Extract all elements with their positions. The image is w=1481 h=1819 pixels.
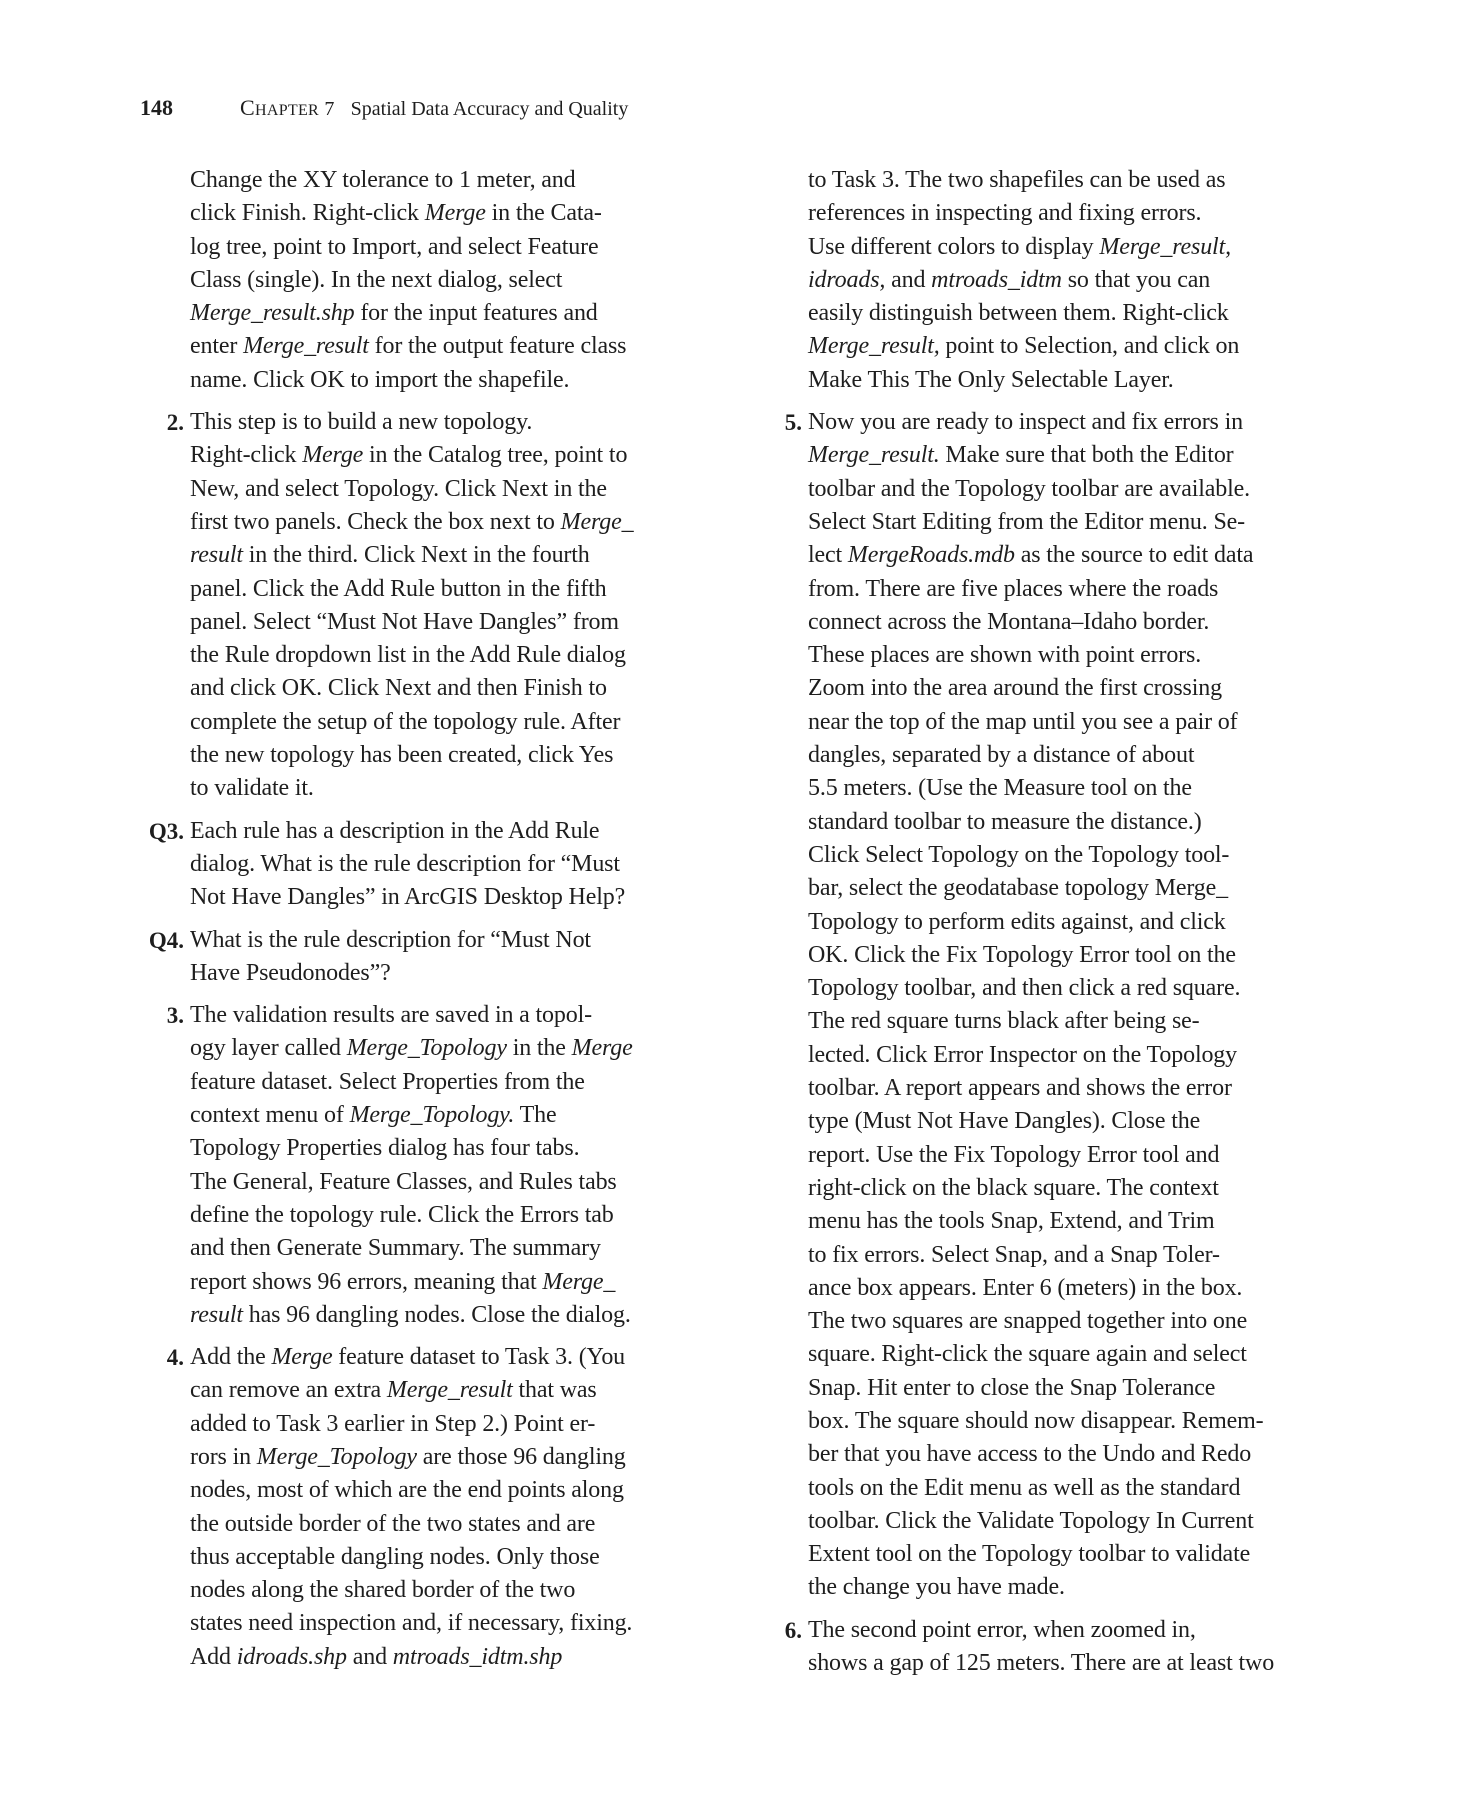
italic-term: Merge_ [560, 508, 634, 535]
text-line [190, 473, 710, 506]
text-line [808, 706, 1338, 739]
text-run: lected. Click Error Inspector on the Topology [808, 1041, 1238, 1068]
left-column [140, 164, 710, 1683]
chapter-number: 7 [324, 98, 335, 120]
text-line [190, 924, 710, 957]
text-run: toolbar. A report appears and shows the error [808, 1075, 1232, 1102]
text-line [190, 957, 710, 990]
text-line [190, 297, 710, 330]
text-line [190, 1066, 710, 1099]
text-run: the new topology has been created, click Yes [190, 742, 614, 769]
text-run: dialog. What is the rule description for “Must [190, 850, 620, 877]
text-line [808, 1105, 1338, 1138]
text-run: as the source to edit data [1014, 542, 1254, 569]
text-run: The second point error, when zoomed in, [808, 1616, 1196, 1643]
italic-term: Merge_Topology [346, 1035, 507, 1062]
italic-term: Merge_result [386, 1377, 513, 1404]
step-marker: Q3. [148, 818, 184, 844]
text-line [190, 1408, 710, 1441]
italic-term: Merge [271, 1344, 333, 1371]
text-run: type (Must Not Have Dangles). Close the [808, 1108, 1201, 1135]
text-line [808, 231, 1338, 264]
paragraph-continuation [140, 164, 710, 397]
text-line [190, 999, 710, 1032]
text-run: added to Task 3 earlier in Step 2.) Point er- [190, 1410, 596, 1437]
text-line [808, 1239, 1338, 1272]
step-marker: Q4. [148, 927, 184, 953]
text-run: lect [808, 542, 848, 569]
text-line [808, 1272, 1338, 1305]
text-line [808, 406, 1338, 439]
text-line [190, 1341, 710, 1374]
text-run: near the top of the map until you see a pair of [808, 708, 1238, 735]
text-line [808, 364, 1338, 397]
text-run: report shows 96 errors, meaning that [190, 1268, 543, 1295]
text-run: for the input features and [354, 300, 598, 327]
text-run: log tree, point to Import, and select Feature [190, 233, 599, 260]
text-line [190, 264, 710, 297]
text-line [808, 1647, 1338, 1680]
text-run: panel. Select “Must Not Have Dangles” from [190, 608, 619, 635]
text-run: and [346, 1643, 393, 1670]
text-run: first two panels. Check the box next to [190, 508, 561, 535]
text-run: connect across the Montana–Idaho border. [808, 608, 1210, 635]
text-run: OK. Click the Fix Topology Error tool on the [808, 941, 1236, 968]
text-run: Change the XY tolerance to 1 meter, and [190, 167, 576, 193]
text-run: enter [190, 333, 244, 360]
italic-term: Merge_result [243, 333, 369, 360]
text-run: The validation results are saved in a topol- [190, 1002, 592, 1029]
text-run: name. Click OK to import the shapefile. [190, 366, 570, 393]
text-line [190, 1441, 710, 1474]
numbered-step [140, 815, 710, 915]
text-run: and click OK. Click Next and then Finish to [190, 675, 607, 702]
text-line [808, 906, 1338, 939]
text-run: in the Catalog tree, point to [363, 442, 628, 469]
text-line [190, 439, 710, 472]
step-marker: 5. [784, 410, 802, 436]
text-line [808, 264, 1338, 297]
text-line [190, 1508, 710, 1541]
text-line [808, 806, 1338, 839]
text-line [190, 1541, 710, 1574]
text-run: are those 96 dangling [416, 1443, 626, 1470]
italic-term: Merge_result, [1099, 233, 1231, 260]
text-line [190, 1099, 710, 1132]
text-line [808, 1505, 1338, 1538]
text-line [808, 639, 1338, 672]
text-line [190, 1299, 710, 1332]
step-marker: 2. [166, 410, 184, 436]
text-run: Make This The Only Selectable Layer. [808, 366, 1174, 393]
text-line [808, 473, 1338, 506]
text-line [808, 939, 1338, 972]
text-line [190, 672, 710, 705]
text-run: Zoom into the area around the first crossing [808, 675, 1222, 702]
text-run: point to Selection, and click on [939, 333, 1240, 360]
chapter-label [240, 95, 335, 121]
text-run: the outside border of the two states and are [190, 1510, 596, 1537]
text-run: for the output feature class [368, 333, 627, 360]
text-run: complete the setup of the topology rule. After [190, 708, 621, 735]
text-run: and then Generate Summary. The summary [190, 1235, 601, 1262]
text-run: Right-click [190, 442, 303, 469]
text-line [808, 1338, 1338, 1371]
text-run: nodes, most of which are the end points along [190, 1477, 624, 1504]
text-run: so that you can [1061, 266, 1211, 293]
text-run: in the Cata- [485, 200, 602, 227]
italic-term: Merge_result. [808, 442, 940, 469]
text-run: has 96 dangling nodes. Close the dialog. [242, 1301, 631, 1328]
text-run: The two squares are snapped together into one [808, 1308, 1248, 1335]
text-run: What is the rule description for “Must Not [190, 926, 591, 953]
text-line [190, 573, 710, 606]
text-line [808, 1372, 1338, 1405]
text-run: standard toolbar to measure the distance.) [808, 808, 1202, 835]
text-line [190, 739, 710, 772]
text-run: Not Have Dangles” in ArcGIS Desktop Help? [190, 884, 626, 911]
text-line [808, 506, 1338, 539]
text-line [808, 839, 1338, 872]
text-run: toolbar and the Topology toolbar are available. [808, 475, 1251, 502]
italic-term: MergeRoads.mdb [847, 542, 1015, 569]
text-line [808, 1139, 1338, 1172]
text-line [190, 1199, 710, 1232]
italic-term: Merge_Topology. [349, 1102, 515, 1129]
text-run: in the third. Click Next in the fourth [242, 542, 590, 569]
text-line [190, 848, 710, 881]
text-run: and [885, 266, 932, 293]
text-line [190, 639, 710, 672]
italic-term: Merge [302, 442, 364, 469]
text-line [808, 606, 1338, 639]
text-line [190, 772, 710, 805]
text-run: can remove an extra [190, 1377, 387, 1404]
text-line [808, 1072, 1338, 1105]
text-line [808, 439, 1338, 472]
text-run: that was [512, 1377, 597, 1404]
text-run: Add the [190, 1344, 272, 1371]
text-run: references in inspecting and fixing errors. [808, 200, 1202, 227]
text-run: Select Start Editing from the Editor menu. Se- [808, 508, 1246, 535]
text-run: Topology toolbar, and then click a red square. [808, 975, 1241, 1002]
italic-term: result [190, 542, 243, 569]
text-run: right-click on the black square. The context [808, 1174, 1219, 1201]
text-line [808, 1538, 1338, 1571]
text-run: Topology to perform edits against, and click [808, 908, 1226, 935]
text-line [808, 1472, 1338, 1505]
text-run: to Task 3. The two shapefiles can be used as [808, 167, 1226, 193]
text-line [190, 815, 710, 848]
text-run: feature dataset to Task 3. (You [332, 1344, 626, 1371]
text-line [808, 872, 1338, 905]
text-run: The General, Feature Classes, and Rules tabs [190, 1168, 617, 1195]
text-line [190, 1166, 710, 1199]
italic-term: Merge [571, 1035, 633, 1062]
text-run: ance box appears. Enter 6 (meters) in the box. [808, 1274, 1243, 1301]
text-run: nodes along the shared border of the two [190, 1577, 576, 1604]
text-line [190, 330, 710, 363]
text-line [190, 1607, 710, 1640]
text-line [190, 1474, 710, 1507]
italic-term: idroads, [808, 266, 886, 293]
text-line [808, 1172, 1338, 1205]
text-run: Each rule has a description in the Add Rule [190, 817, 600, 844]
text-run: context menu of [190, 1102, 350, 1129]
running-header [140, 95, 628, 125]
numbered-step [140, 999, 710, 1332]
text-run: thus acceptable dangling nodes. Only those [190, 1543, 600, 1570]
chapter-title: Spatial Data Accuracy and Quality [350, 98, 629, 120]
text-line [190, 197, 710, 230]
numbered-step [140, 1341, 710, 1674]
text-run: The [514, 1102, 557, 1129]
text-run: Use different colors to display [808, 233, 1100, 260]
text-run: to fix errors. Select Snap, and a Snap Toler- [808, 1241, 1220, 1268]
text-run: panel. Click the Add Rule button in the fifth [190, 575, 607, 602]
text-run: to validate it. [190, 775, 314, 802]
text-run: These places are shown with point errors. [808, 642, 1202, 669]
text-run: Topology Properties dialog has four tabs. [190, 1135, 580, 1162]
text-line [808, 672, 1338, 705]
text-run: Now you are ready to inspect and fix errors in [808, 409, 1243, 436]
text-run: shows a gap of 125 meters. There are at least two [808, 1650, 1275, 1677]
text-run: tools on the Edit menu as well as the standard [808, 1474, 1241, 1501]
text-line [808, 330, 1338, 363]
page-number: 148 [140, 95, 173, 120]
text-run: bar, select the geodatabase topology Merge_ [808, 875, 1228, 902]
text-line [808, 297, 1338, 330]
right-column [758, 164, 1338, 1689]
italic-term: Merge_Topology [256, 1443, 417, 1470]
text-line [190, 1232, 710, 1265]
text-run: states need inspection and, if necessary, fixing. [190, 1610, 633, 1637]
italic-term: result [190, 1301, 243, 1328]
text-line [190, 406, 710, 439]
text-line [190, 364, 710, 397]
text-line [808, 1005, 1338, 1038]
text-run: The red square turns black after being se- [808, 1008, 1200, 1035]
text-run: Class (single). In the next dialog, select [190, 266, 563, 293]
text-run: menu has the tools Snap, Extend, and Trim [808, 1208, 1215, 1235]
numbered-step [140, 406, 710, 806]
text-line [808, 1305, 1338, 1338]
italic-term: Merge_ [542, 1268, 616, 1295]
numbered-step [758, 1614, 1338, 1681]
text-line [190, 506, 710, 539]
text-line [190, 164, 710, 197]
italic-term: Merge [424, 200, 486, 227]
text-line [808, 1039, 1338, 1072]
text-line [190, 706, 710, 739]
italic-term: mtroads_idtm.shp [392, 1643, 563, 1670]
text-line [190, 1132, 710, 1165]
text-line [808, 1205, 1338, 1238]
text-run: box. The square should now disappear. Remem- [808, 1407, 1264, 1434]
text-run: click Finish. Right-click [190, 200, 425, 227]
text-line [190, 1374, 710, 1407]
text-line [808, 1438, 1338, 1471]
text-run: Add [190, 1643, 237, 1670]
numbered-step [140, 924, 710, 991]
text-line [190, 1032, 710, 1065]
text-run: the Rule dropdown list in the Add Rule dialog [190, 642, 626, 669]
text-run: easily distinguish between them. Right-click [808, 300, 1229, 327]
text-run: dangles, separated by a distance of about [808, 742, 1195, 769]
text-run: square. Right-click the square again and select [808, 1341, 1247, 1368]
italic-term: mtroads_idtm [931, 266, 1062, 293]
text-run: the change you have made. [808, 1574, 1065, 1601]
chapter-label-rest: HAPTER [254, 102, 320, 119]
text-line [190, 881, 710, 914]
italic-term: idroads.shp [236, 1643, 347, 1670]
text-line [808, 539, 1338, 572]
text-run: Have Pseudonodes”? [190, 959, 391, 986]
text-line [190, 1641, 710, 1674]
text-run: Click Select Topology on the Topology tool- [808, 841, 1230, 868]
paragraph-continuation [758, 164, 1338, 397]
text-line [190, 1266, 710, 1299]
text-line [808, 197, 1338, 230]
text-line [808, 1614, 1338, 1647]
text-run: 5.5 meters. (Use the Measure tool on the [808, 775, 1192, 802]
text-run: Make sure that both the Editor [939, 442, 1234, 469]
step-marker: 4. [166, 1345, 184, 1371]
text-line [190, 539, 710, 572]
italic-term: Merge_result.shp [190, 300, 355, 327]
text-line [190, 231, 710, 264]
text-line [808, 573, 1338, 606]
text-run: Snap. Hit enter to close the Snap Tolerance [808, 1374, 1216, 1401]
numbered-step [758, 406, 1338, 1605]
text-run: New, and select Topology. Click Next in the [190, 475, 607, 502]
text-line [808, 739, 1338, 772]
text-run: define the topology rule. Click the Errors tab [190, 1201, 614, 1228]
text-line [190, 1574, 710, 1607]
text-run: from. There are five places where the roads [808, 575, 1219, 602]
text-run: ber that you have access to the Undo and Redo [808, 1441, 1252, 1468]
text-line [808, 772, 1338, 805]
text-run: ogy layer called [190, 1035, 347, 1062]
text-line [808, 164, 1338, 197]
text-run: This step is to build a new topology. [190, 409, 533, 436]
text-line [808, 972, 1338, 1005]
text-run: feature dataset. Select Properties from the [190, 1068, 585, 1095]
italic-term: Merge_result, [808, 333, 940, 360]
text-run: Extent tool on the Topology toolbar to validate [808, 1541, 1251, 1568]
step-marker: 3. [166, 1003, 184, 1029]
text-run: in the [506, 1035, 572, 1062]
text-line [190, 606, 710, 639]
text-line [808, 1405, 1338, 1438]
chapter-label-initial: C [240, 95, 255, 120]
text-run: report. Use the Fix Topology Error tool and [808, 1141, 1220, 1168]
step-marker: 6. [784, 1617, 802, 1643]
text-run: toolbar. Click the Validate Topology In Current [808, 1507, 1254, 1534]
text-run: rors in [190, 1443, 257, 1470]
text-line [808, 1571, 1338, 1604]
